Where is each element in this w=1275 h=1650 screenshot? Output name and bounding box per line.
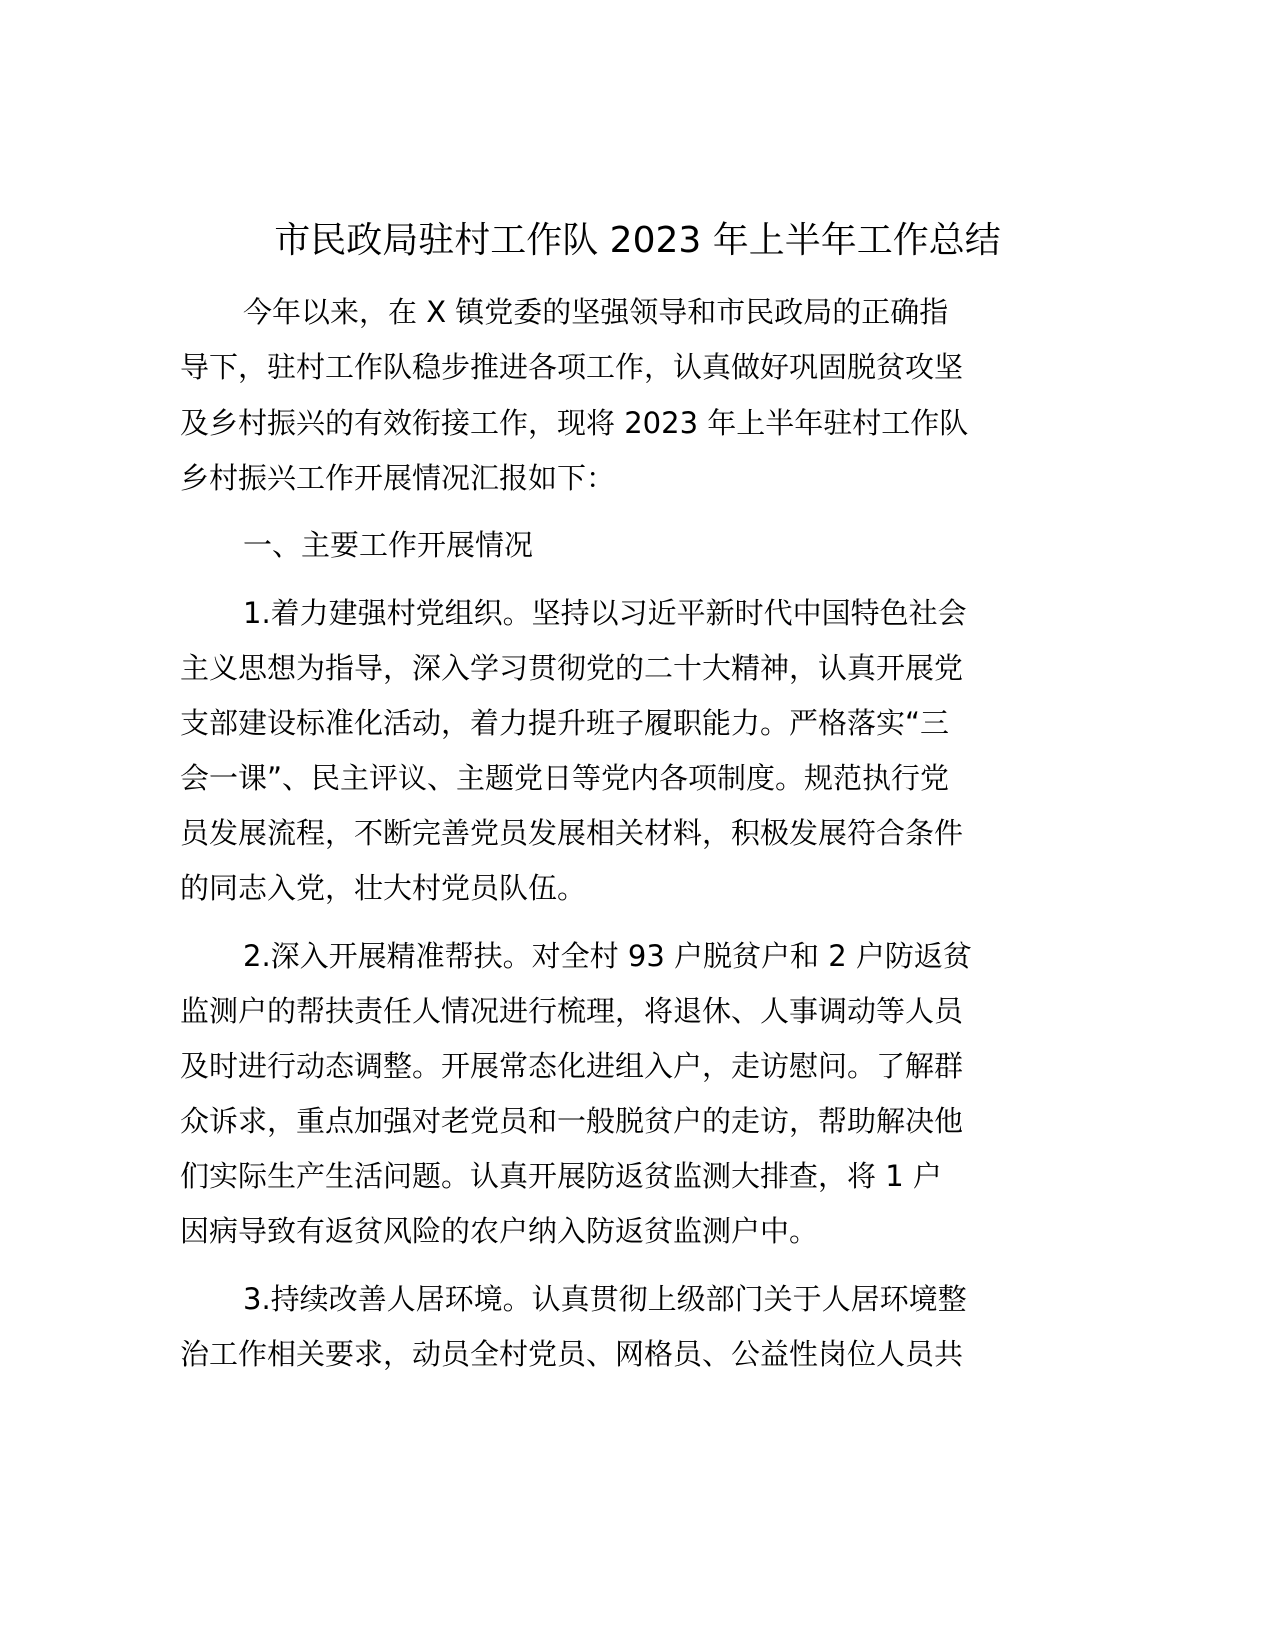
intro-line-1: 今年以来，在 X 镇党委的坚强领导和市民政局的正确指 xyxy=(243,295,949,329)
item-2-line-4: 众诉求，重点加强对老党员和一般脱贫户的走访，帮助解决他 xyxy=(180,1104,964,1138)
item-1-line-4: 会一课”、民主评议、主题党日等党内各项制度。规范执行党 xyxy=(180,761,950,795)
item-2-line-3: 及时进行动态调整。开展常态化进组入户，走访慰问。了解群 xyxy=(180,1049,964,1083)
item-1-line-1: 1.着力建强村党组织。坚持以习近平新时代中国特色社会 xyxy=(243,596,967,630)
item-2-line-2: 监测户的帮扶责任人情况进行梳理，将退休、人事调动等人员 xyxy=(180,994,964,1028)
item-1-line-6: 的同志入党，壮大村党员队伍。 xyxy=(180,871,587,905)
document-title: 市民政局驻村工作队 2023 年上半年工作总结 xyxy=(274,220,1001,261)
item-3-line-2: 治工作相关要求，动员全村党员、网格员、公益性岗位人员共 xyxy=(180,1337,964,1371)
item-2-line-5: 们实际生产生活问题。认真开展防返贫监测大排查，将 1 户 xyxy=(180,1159,942,1193)
item-1-line-2: 主义思想为指导，深入学习贯彻党的二十大精神，认真开展党 xyxy=(180,651,964,685)
item-2-line-6: 因病导致有返贫风险的农户纳入防返贫监测户中。 xyxy=(180,1214,819,1248)
item-1-line-3: 支部建设标准化活动，着力提升班子履职能力。严格落实“三 xyxy=(180,706,950,740)
item-2-line-1: 2.深入开展精准帮扶。对全村 93 户脱贫户和 2 户防返贫 xyxy=(243,939,972,973)
section-heading: 一、主要工作开展情况 xyxy=(243,528,534,562)
item-3-line-1: 3.持续改善人居环境。认真贯彻上级部门关于人居环境整 xyxy=(243,1282,967,1316)
item-1-line-5: 员发展流程，不断完善党员发展相关材料，积极发展符合条件 xyxy=(180,816,964,850)
intro-line-4: 乡村振兴工作开展情况汇报如下： xyxy=(180,461,616,495)
intro-line-3: 及乡村振兴的有效衔接工作，现将 2023 年上半年驻村工作队 xyxy=(180,406,969,440)
intro-line-2: 导下，驻村工作队稳步推进各项工作，认真做好巩固脱贫攻坚 xyxy=(180,350,964,384)
